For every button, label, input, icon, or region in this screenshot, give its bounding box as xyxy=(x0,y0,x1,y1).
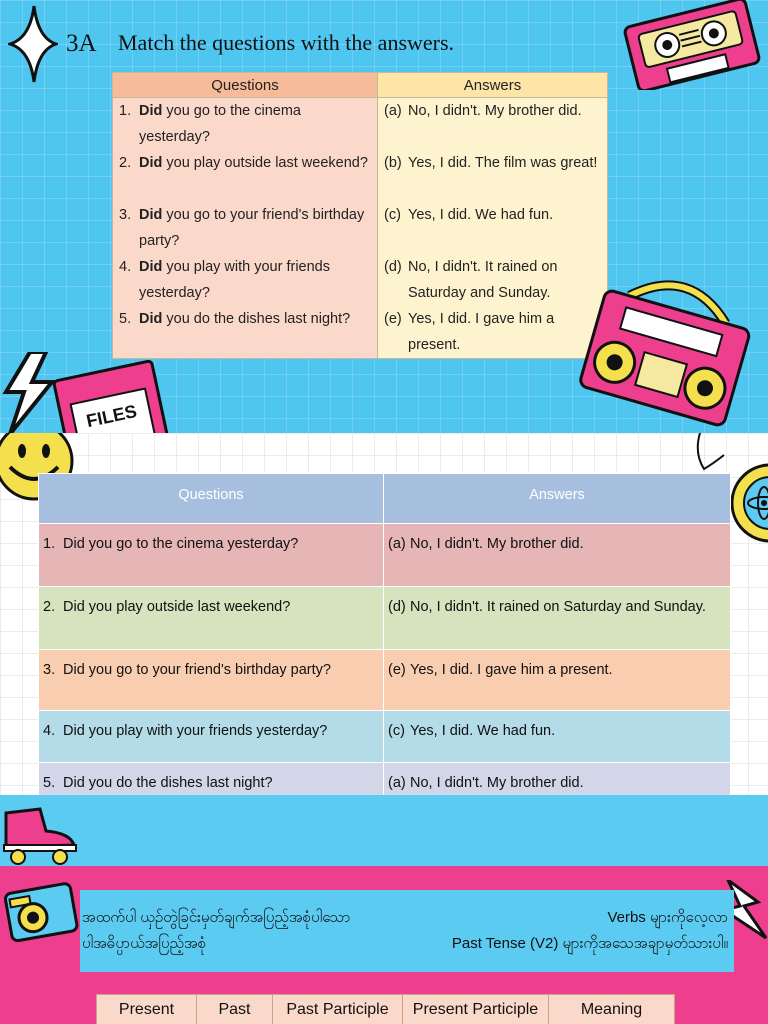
table-row xyxy=(39,763,731,796)
answer-key-table xyxy=(38,473,731,795)
answer-item xyxy=(384,202,601,254)
question-item xyxy=(119,254,371,306)
exercise-title: Match the questions with the answers. xyxy=(118,30,455,55)
answer-letter: (d) xyxy=(384,259,402,275)
row-answer: No, I didn't. My brother did. xyxy=(410,775,584,791)
row-question: Did you go to your friend's birthday party? xyxy=(63,662,331,678)
questions-header: Questions xyxy=(113,73,378,98)
instruction-line1-left: အထက်ပါ ယှဉ်တွဲခြင်းမှတ်ချက်အပြည့်အစုံပါသော xyxy=(82,909,351,926)
roller-skate-icon xyxy=(0,805,80,865)
row-letter: (e) xyxy=(388,662,406,678)
verb-panel xyxy=(0,866,768,1024)
question-item xyxy=(119,306,371,358)
row-question: Did you play with your friends yesterday? xyxy=(63,723,328,739)
questions-cell xyxy=(113,98,378,359)
question-number: 5. xyxy=(119,311,132,327)
question-item xyxy=(119,150,371,202)
verb-header-past: Past xyxy=(197,995,273,1024)
answers-cell xyxy=(378,98,608,359)
exercise-panel xyxy=(0,0,768,433)
answer-item xyxy=(384,306,601,358)
answer-text: No, I didn't. My brother did. xyxy=(408,103,582,119)
question-item xyxy=(119,202,371,254)
instruction-line1-right: Verbs များကိုလေ့လာ xyxy=(607,909,728,926)
row-number: 1. xyxy=(43,536,56,552)
diamond-sparkle-icon xyxy=(8,4,58,84)
answer-item xyxy=(384,98,601,150)
row-question: Did you play outside last weekend? xyxy=(63,599,291,615)
table-row xyxy=(39,587,731,650)
question-bold-word: Did xyxy=(139,207,163,223)
question-bold-word: Did xyxy=(139,103,163,119)
question-text: you play outside last weekend? xyxy=(162,155,368,171)
boombox-icon xyxy=(576,268,756,433)
row-question: Did you go to the cinema yesterday? xyxy=(63,536,299,552)
answer-text: No, I didn't. It rained on Saturday and Sunday. xyxy=(408,259,558,301)
answer-letter: (a) xyxy=(384,103,402,119)
answer-letter: (c) xyxy=(384,207,401,223)
row-letter: (a) xyxy=(388,775,406,791)
instruction-box xyxy=(80,890,734,972)
cassette-tape-icon xyxy=(616,0,768,90)
answer-letter: (e) xyxy=(384,311,402,327)
row-question: Did you do the dishes last night? xyxy=(63,775,273,791)
table-row xyxy=(39,711,731,763)
verb-header-present: Present xyxy=(97,995,197,1024)
verb-header-past-participle: Past Participle xyxy=(273,995,403,1024)
row-letter: (d) xyxy=(388,599,406,615)
verb-header-meaning: Meaning xyxy=(549,995,675,1024)
answer-text: Yes, I did. I gave him a present. xyxy=(408,311,555,353)
row-number: 4. xyxy=(43,723,56,739)
answer-item xyxy=(384,150,601,202)
row-answer: No, I didn't. It rained on Saturday and Sunday. xyxy=(410,599,706,615)
row-letter: (c) xyxy=(388,723,405,739)
answer-text: Yes, I did. The film was great! xyxy=(408,155,598,171)
answer-letter: (b) xyxy=(384,155,402,171)
question-bold-word: Did xyxy=(139,311,163,327)
question-text: you go to the cinema yesterday? xyxy=(139,103,302,145)
question-text: you play with your friends yesterday? xyxy=(139,259,330,301)
row-number: 2. xyxy=(43,599,56,615)
row-letter: (a) xyxy=(388,536,406,552)
row-number: 5. xyxy=(43,775,56,791)
question-number: 3. xyxy=(119,207,132,223)
question-number: 1. xyxy=(119,103,132,119)
row-answer: No, I didn't. My brother did. xyxy=(410,536,584,552)
question-bold-word: Did xyxy=(139,155,163,171)
question-text: you go to your friend's birthday party? xyxy=(139,207,365,249)
floppy-label: FILES xyxy=(84,401,139,432)
instruction-line2-left: ပါအဓိပ္ပာယ်အပြည့်အစုံ xyxy=(82,935,207,952)
matching-table xyxy=(112,72,608,359)
atom-badge-icon xyxy=(726,463,768,543)
table-row xyxy=(39,524,731,587)
answer-key-panel xyxy=(0,433,768,795)
question-bold-word: Did xyxy=(139,259,163,275)
lightning-bolt-icon xyxy=(0,352,60,433)
row-answer: Yes, I did. I gave him a present. xyxy=(410,662,613,678)
row-number: 3. xyxy=(43,662,56,678)
floppy-disk-icon xyxy=(52,356,172,433)
question-text: you do the dishes last night? xyxy=(162,311,351,327)
question-number: 2. xyxy=(119,155,132,171)
answers-header: Answers xyxy=(378,73,608,98)
instruction-line2-right: Past Tense (V2) များကိုအသေအချာမှတ်သားပါ။ xyxy=(451,935,728,952)
answer-item xyxy=(384,254,601,306)
verb-table xyxy=(96,994,675,1024)
decor-strip xyxy=(0,795,768,866)
answer-key-answers-header: Answers xyxy=(384,474,731,524)
row-answer: Yes, I did. We had fun. xyxy=(410,723,556,739)
verb-header-present-participle: Present Participle xyxy=(403,995,549,1024)
answer-text: Yes, I did. We had fun. xyxy=(408,207,554,223)
table-row xyxy=(39,650,731,711)
question-item xyxy=(119,98,371,150)
answer-key-questions-header: Questions xyxy=(39,474,384,524)
exercise-number: 3A xyxy=(66,30,97,57)
camera-icon xyxy=(2,876,82,946)
question-number: 4. xyxy=(119,259,132,275)
